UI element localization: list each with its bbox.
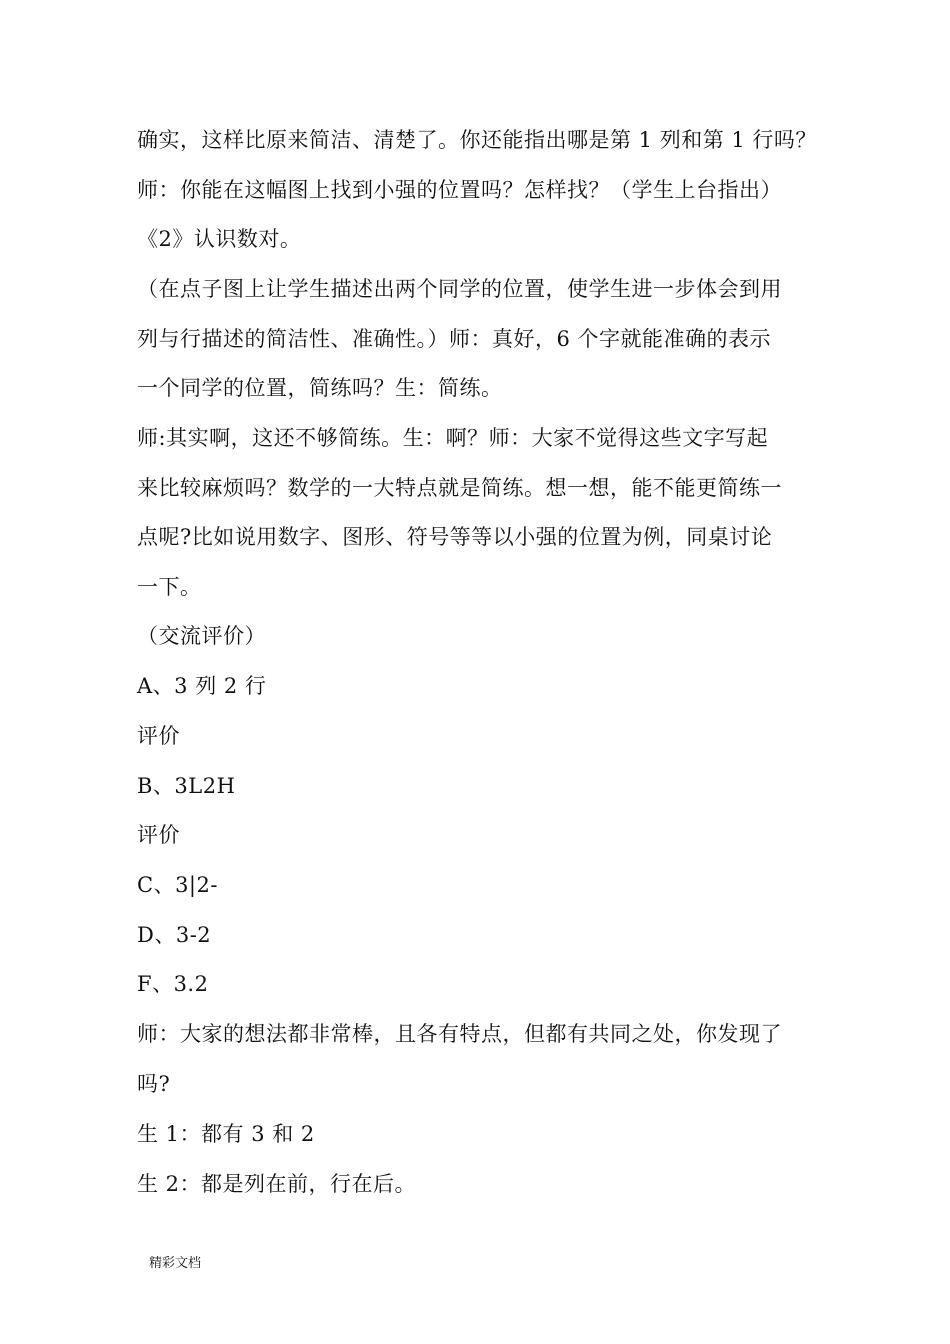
text-line-9: 点呢?比如说用数字、图形、符号等等以小强的位置为例，同桌讨论 — [137, 525, 773, 549]
text-line-17: D、3-2 — [137, 923, 212, 947]
text-line-15: 评价 — [137, 823, 180, 847]
text-line-3: 《2》认识数对。 — [137, 227, 302, 251]
text-line-1: 确实，这样比原来简洁、清楚了。你还能指出哪是第 1 列和第 1 行吗？ — [137, 128, 817, 152]
text-line-2: 师：你能在这幅图上找到小强的位置吗？怎样找？（学生上台指出） — [137, 178, 782, 202]
text-line-10: 一下。 — [137, 575, 202, 599]
footer-label: 精彩文档 — [149, 1256, 202, 1271]
text-line-8: 来比较麻烦吗？数学的一大特点就是简练。想一想，能不能更简练一 — [137, 476, 782, 500]
text-line-11: （交流评价） — [137, 624, 266, 648]
text-line-16: C、3|2- — [137, 873, 218, 897]
text-line-5: 列与行描述的简洁性、准确性。）师：真好，6 个字就能准确的表示 — [137, 327, 772, 351]
text-line-22: 生 2：都是列在前，行在后。 — [137, 1172, 417, 1196]
text-line-13: 评价 — [137, 724, 180, 748]
text-line-6: 一个同学的位置，简练吗？生：简练。 — [137, 376, 503, 400]
text-line-21: 生 1：都有 3 和 2 — [137, 1122, 315, 1146]
text-line-20: 吗? — [137, 1072, 171, 1096]
text-line-14: B、3L2H — [137, 774, 236, 798]
text-line-4: （在点子图上让学生描述出两个同学的位置，使学生进一步体会到用 — [137, 277, 782, 301]
text-line-7: 师:其实啊，这还不够简练。生：啊？师：大家不觉得这些文字写起 — [137, 426, 769, 450]
text-line-18: F、3.2 — [137, 972, 209, 996]
text-line-12: A、3 列 2 行 — [137, 674, 267, 698]
text-line-19: 师：大家的想法都非常棒，且各有特点，但都有共同之处，你发现了 — [137, 1022, 782, 1046]
